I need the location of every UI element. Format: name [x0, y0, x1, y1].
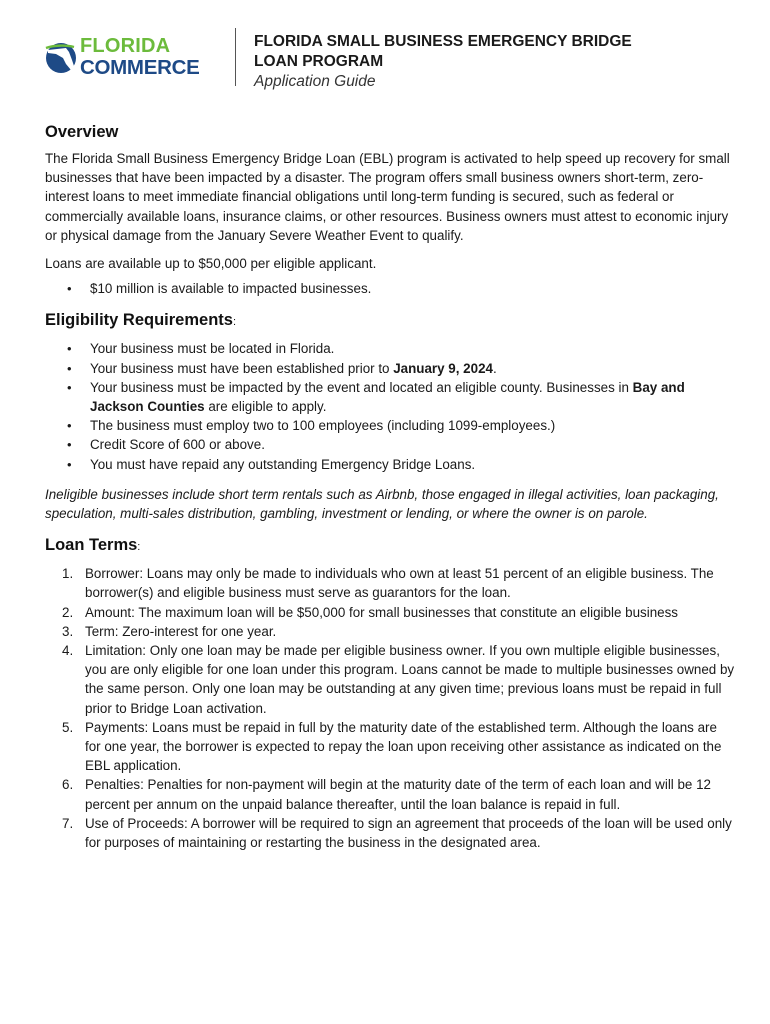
loan-term-text: Term: Zero-interest for one year.: [85, 623, 277, 639]
list-item: [45, 359, 735, 378]
list-item: [45, 339, 735, 358]
florida-state-icon: [44, 36, 80, 80]
loan-term-text: Payments: Loans must be repaid in full by the maturity date of the established term. Although the loans are for one year, the borrower is expected to repay the loan upon receiving other assistance as indicated on the EBL application.: [85, 719, 722, 774]
overview-bullet-list: [45, 279, 735, 298]
list-number: 2.: [62, 604, 74, 620]
eligibility-item-text: Your business must be located in Florida.: [90, 341, 335, 357]
list-item: [45, 718, 735, 776]
loan-terms-heading-colon: :: [137, 541, 141, 554]
document-body: [45, 121, 735, 852]
list-item: • $10 million is available to impacted businesses.: [45, 279, 735, 298]
eligibility-heading: [45, 309, 735, 333]
loan-term-text: Penalties: Penalties for non-payment will begin at the maturity date of the term of each loan and will be 12 percent per annum on the unpaid balance thereafter, until the loan balance is repaid in full.: [85, 777, 711, 812]
logo-wordmark-commerce: COMMERCE: [80, 56, 200, 79]
floridacommerce-logo: [44, 36, 222, 80]
loan-terms-heading-text: Loan Terms: [45, 536, 138, 555]
loans-available-text: Loans are available up to $50,000 per eligible applicant.: [45, 256, 377, 272]
loan-term-text: Limitation: Only one loan may be made per eligible business owner. If you own multiple eligible businesses, you are only eligible for one loan under this program. Loans cannot be made to multiple businesses owned by the same person. Only one loan may be outstanding at any given time; previous loans must be repaid in full prior to Bridge Loan activation.: [85, 643, 735, 716]
list-item: [45, 641, 735, 718]
loan-term-text: Borrower: Loans may only be made to individuals who own at least 51 percent of an eligible business. The borrower(s) and eligible business must serve as guarantors for the loan.: [85, 566, 714, 601]
ineligible-note: Ineligible businesses include short term rentals such as Airbnb, those engaged in illegal activities, loan packaging, speculation, multi-sales distribution, gambling, investment or lending, or where the owner is on parole.: [45, 486, 719, 522]
eligibility-item-text: Your business must be impacted by the event and located an eligible county. Businesses in: [90, 379, 633, 395]
header-title-block: [254, 32, 632, 92]
eligibility-list: [45, 339, 735, 473]
list-item: [45, 775, 735, 813]
eligibility-section: [45, 309, 735, 523]
list-item: [45, 564, 735, 602]
loan-terms-section: [45, 534, 735, 852]
list-item: [45, 416, 735, 435]
list-number: 6.: [62, 777, 74, 793]
list-number: 4.: [62, 643, 74, 659]
loan-terms-heading: [45, 534, 735, 558]
eligibility-date-emphasis: January 9, 2024: [393, 360, 493, 376]
logo-wordmark-florida: FLORIDA: [80, 35, 171, 57]
document-title-line1: FLORIDA SMALL BUSINESS EMERGENCY BRIDGE: [254, 33, 632, 50]
document-subtitle: Application Guide: [254, 73, 376, 90]
eligibility-item-text: The business must employ two to 100 employees (including 1099-employees.): [90, 418, 556, 434]
overview-heading: Overview: [45, 123, 119, 141]
list-item: [45, 622, 735, 641]
list-item: [45, 378, 735, 416]
list-item: [45, 814, 735, 852]
overview-section: [45, 121, 735, 298]
list-item: [45, 603, 735, 622]
loan-terms-list: [45, 564, 735, 852]
list-item: [45, 435, 735, 454]
header-divider: [235, 28, 236, 86]
eligibility-item-text: Credit Score of 600 or above.: [90, 437, 265, 453]
loan-term-text: Amount: The maximum loan will be $50,000 for small businesses that constitute an eligible business: [85, 604, 678, 620]
eligibility-item-text: .: [492, 360, 497, 376]
eligibility-heading-text: Eligibility Requirements: [45, 311, 233, 330]
list-number: 3.: [62, 623, 74, 639]
eligibility-item-text: You must have repaid any outstanding Emergency Bridge Loans.: [90, 456, 476, 472]
document-header: [44, 26, 734, 96]
list-number: 1.: [62, 566, 74, 582]
eligibility-item-text: Your business must have been established prior to: [90, 360, 394, 376]
list-number: 5.: [62, 719, 74, 735]
loan-term-text: Use of Proceeds: A borrower will be required to sign an agreement that proceeds of the loan will be used only for purposes of maintaining or restarting the business in the designated area.: [85, 815, 732, 851]
eligibility-counties-emphasis: Bay and Jackson Counties: [90, 379, 685, 415]
list-item: [45, 455, 735, 474]
document-title-line2: LOAN PROGRAM: [254, 53, 384, 70]
eligibility-heading-colon: :: [232, 316, 237, 329]
eligibility-item-text: are eligible to apply.: [204, 399, 327, 415]
list-number: 7.: [62, 815, 74, 831]
overview-paragraph: The Florida Small Business Emergency Bridge Loan (EBL) program is activated to help speed up recovery for small businesses that have been impacted by a disaster. The program offers small business owners short-term, zero-interest loans to meet immediate financial obligations until long-term funding is secured, such as federal or commercially available loans, insurance claims, or other resources. Business owners must attest to economic injury or physical damage from the January Severe Weather Event to qualify.: [45, 151, 730, 243]
